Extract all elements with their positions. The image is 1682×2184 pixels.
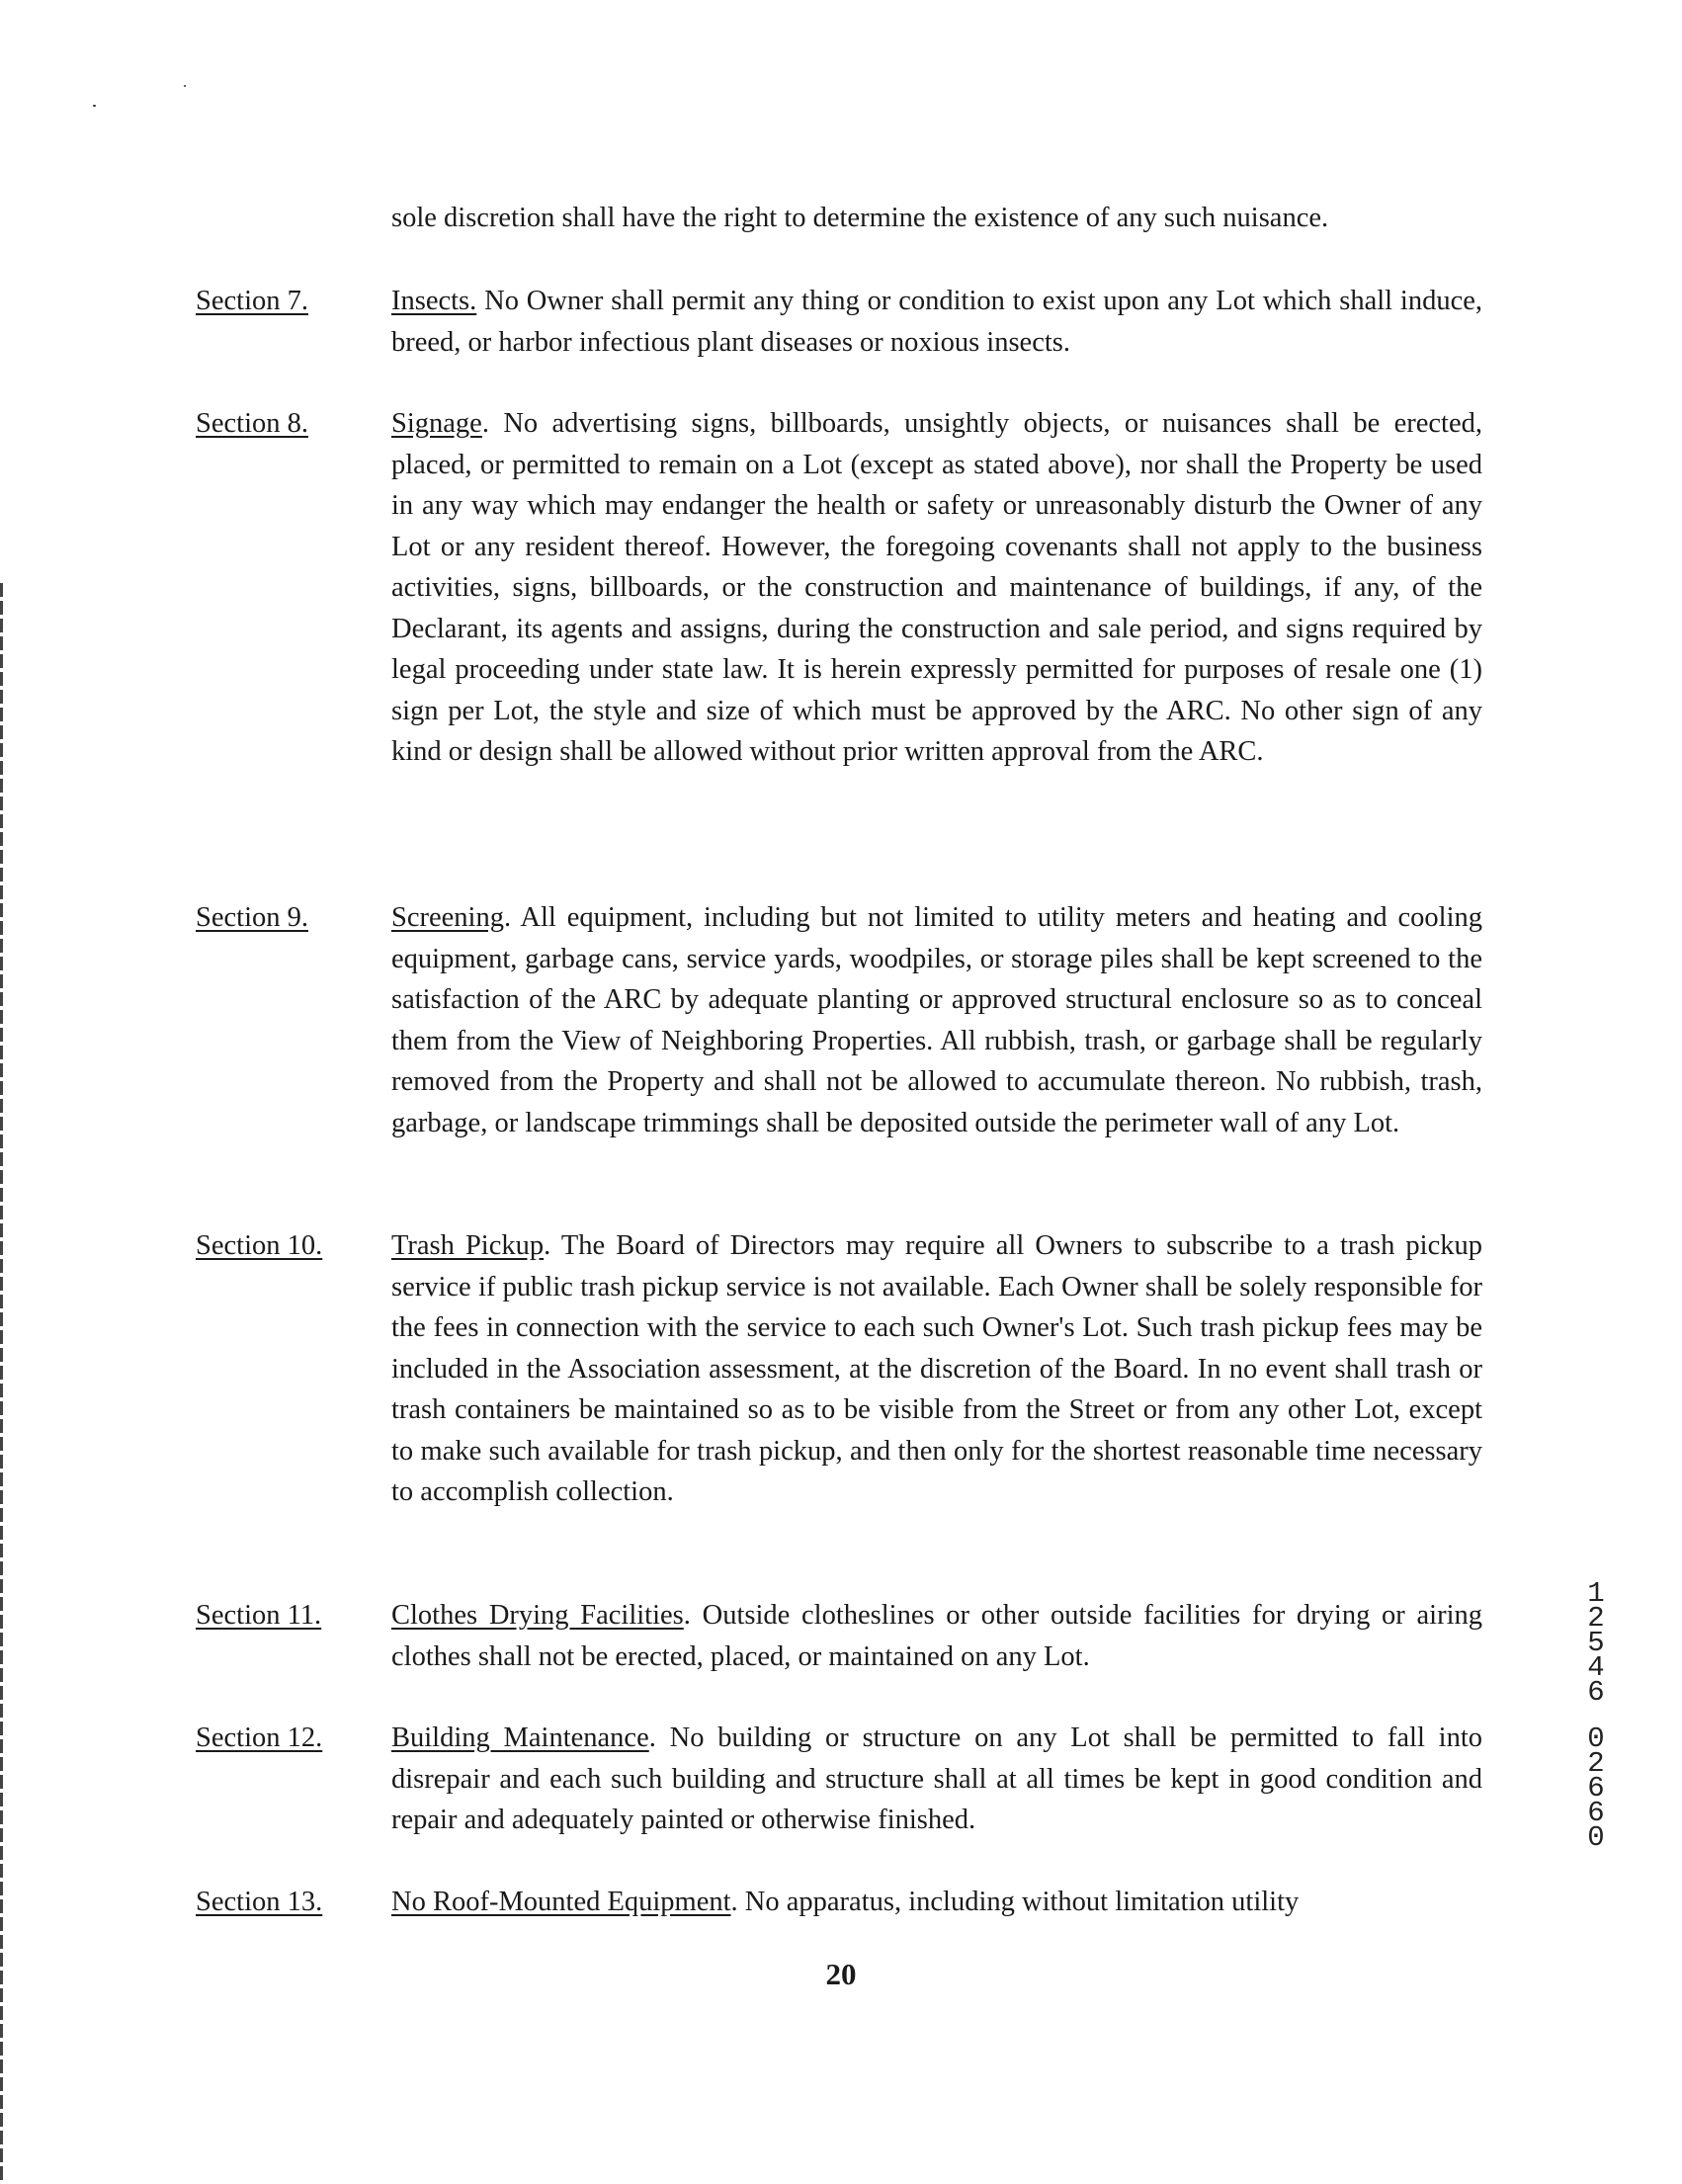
section-title: Trash Pickup xyxy=(391,1230,545,1261)
section-11 xyxy=(196,1595,1482,1677)
section-8 xyxy=(196,403,1482,773)
scan-speck xyxy=(184,85,186,87)
section-text xyxy=(391,281,1482,363)
section-label: Section 10. xyxy=(196,1230,323,1261)
scan-speck xyxy=(93,105,96,107)
section-label: Section 12. xyxy=(196,1722,323,1753)
section-12 xyxy=(196,1718,1482,1841)
section-title: Signage xyxy=(391,408,482,439)
section-text xyxy=(391,1595,1482,1677)
section-body: No Owner shall permit any thing or condition to exist upon any Lot which shall induce, breed, or harbor infectious plant diseases or noxious insects. xyxy=(391,286,1482,358)
section-text xyxy=(391,1718,1482,1841)
page-number: 20 xyxy=(825,1957,857,1991)
stamp-digit: 4 xyxy=(1587,1651,1605,1684)
section-body: . The Board of Directors may require all Owners to subscribe to a trash pickup service if public trash pickup service is not available. Each Owner shall be solely responsible for the fees in connection with the service to each such Owner's Lot. Such trash pickup fees may be included in the Association assessment, at the discretion of the Board. In no event shall trash or trash containers be maintained so as to be visible from the Street or from any other Lot, except to make such available for trash pickup, and then only for the shortest reasonable time necessary to accomplish collection. xyxy=(391,1230,1483,1507)
section-13 xyxy=(196,1882,1482,1923)
stamp-digit: 2 xyxy=(1587,1602,1605,1635)
section-title: Building Maintenance xyxy=(391,1722,649,1753)
section-body: . No advertising signs, billboards, unsightly objects, or nuisances shall be erected, placed, or permitted to remain on a Lot (except as stated above), nor shall the Property be used in any way which may endanger the health or safety or unreasonably disturb the Owner of any Lot or any resident thereof. However, the foregoing covenants shall not apply to the business activities, signs, billboards, or the construction and maintenance of buildings, if any, of the Declarant, its agents and assigns, during the construction and sale period, and signs required by legal proceeding under state law. It is herein expressly permitted for purposes of resale one (1) sign per Lot, the style and size of which must be approved by the ARC. No other sign of any kind or design shall be allowed without prior written approval from the ARC. xyxy=(391,408,1482,767)
stamp-digit: 0 xyxy=(1587,1821,1605,1854)
section-label: Section 8. xyxy=(196,408,308,439)
stamp-digit: 6 xyxy=(1587,1676,1605,1709)
recording-stamp xyxy=(1581,1577,1611,1854)
section-text xyxy=(391,897,1482,1143)
section-9 xyxy=(196,897,1482,1143)
section-body: . No building or structure on any Lot shall be permitted to fall into disrepair and each such building and structure shall at all times be kept in good condition and repair and adequately painted or otherwise finished. xyxy=(391,1722,1482,1835)
stamp-digit: 2 xyxy=(1587,1747,1605,1780)
section-10 xyxy=(196,1225,1482,1513)
section-label: Section 9. xyxy=(196,902,308,933)
section-body: . Outside clotheslines or other outside facilities for drying or airing clothes shall not be erected, placed, or maintained on any Lot. xyxy=(391,1600,1482,1672)
section-body: . All equipment, including but not limited to utility meters and heating and cooling equipment, garbage cans, service yards, woodpiles, or storage piles shall be kept screened to the satisfaction of the ARC by adequate planting or approved structural enclosure so as to conceal them from the View of Neighboring Properties. All rubbish, trash, or garbage shall be regularly removed from the Property and shall not be allowed to accumulate thereon. No rubbish, trash, garbage, or landscape trimmings shall be deposited outside the perimeter wall of any Lot. xyxy=(391,902,1482,1138)
section-title: Clothes Drying Facilities xyxy=(391,1600,684,1631)
section-label: Section 7. xyxy=(196,286,308,316)
continuation-text: sole discretion shall have the right to determine the existence of any such nuisance. xyxy=(391,203,1329,233)
section-7 xyxy=(196,281,1482,363)
stamp-digit: 6 xyxy=(1587,1797,1605,1829)
stamp-digit: 6 xyxy=(1587,1772,1605,1805)
scan-edge-mark xyxy=(0,583,3,2184)
section-title: Insects. xyxy=(391,286,477,316)
section-text xyxy=(391,403,1482,773)
stamp-digit: 0 xyxy=(1587,1722,1605,1755)
section-label: Section 11. xyxy=(196,1600,322,1631)
section-text xyxy=(391,1882,1482,1923)
section-title: No Roof-Mounted Equipment xyxy=(391,1887,731,1917)
section-body: . No apparatus, including without limitation utility xyxy=(730,1887,1300,1917)
section-text xyxy=(391,1225,1482,1513)
section-title: Screening xyxy=(391,902,504,933)
stamp-digit: 1 xyxy=(1587,1577,1605,1610)
stamp-digit: 5 xyxy=(1587,1627,1605,1659)
section-label: Section 13. xyxy=(196,1887,323,1917)
